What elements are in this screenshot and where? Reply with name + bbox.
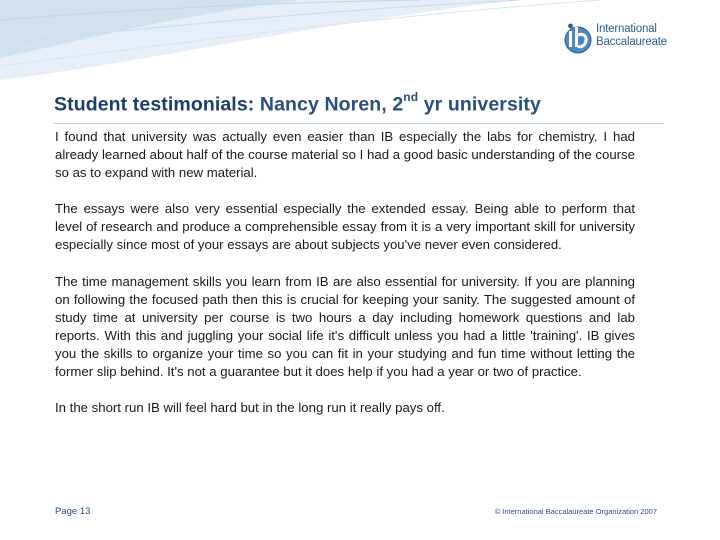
testimonial-paragraph: The time management skills you learn from IB are also essential for university. If you are planning on following the focused path then this is crucial for keeping your sanity. The suggested amount of study time at university per course is two hours a day including homework questions and lab reports. With this and juggling your social life it's difficult unless you had a little 'training'. IB gives you the skills to organize your time so you can fit in your studying and fun time without letting the former slip behind. It's not a guarantee but it does help if you had a year or two of practice. <box>55 273 635 380</box>
testimonial-paragraph: I found that university was actually even easier than IB especially the labs for chemistry. I had already learned about half of the course material so I had a good basic understanding of the course so as to expand with new material. <box>55 129 635 181</box>
ib-logo-mark-icon <box>562 18 596 58</box>
slide-title <box>54 92 541 117</box>
testimonial-body <box>55 128 635 435</box>
title-suffix: yr university <box>423 93 541 116</box>
testimonial-paragraph: In the short run IB will feel hard but in the long run it really pays off. <box>55 400 445 416</box>
page-number: Page 13 <box>55 506 91 517</box>
title-name: Nancy Noren, 2 <box>259 93 404 116</box>
logo-line-2: Baccalaureate <box>596 36 667 48</box>
testimonial-paragraph: The essays were also very essential especially the extended essay. Being able to perform that level of research and produce a comprehensible essay from it is a very important skill for university especially since most of your essays are about subjects you've never even considered. <box>55 201 635 253</box>
copyright-notice: © International Baccalaureate Organization 2007 <box>494 507 657 516</box>
ib-logo-wordmark <box>596 23 667 49</box>
logo-line-1: International <box>596 23 657 35</box>
ib-logo <box>562 18 672 58</box>
title-divider <box>54 123 664 124</box>
title-superscript: nd <box>403 90 419 104</box>
title-prefix: Student testimonials: <box>54 93 255 116</box>
